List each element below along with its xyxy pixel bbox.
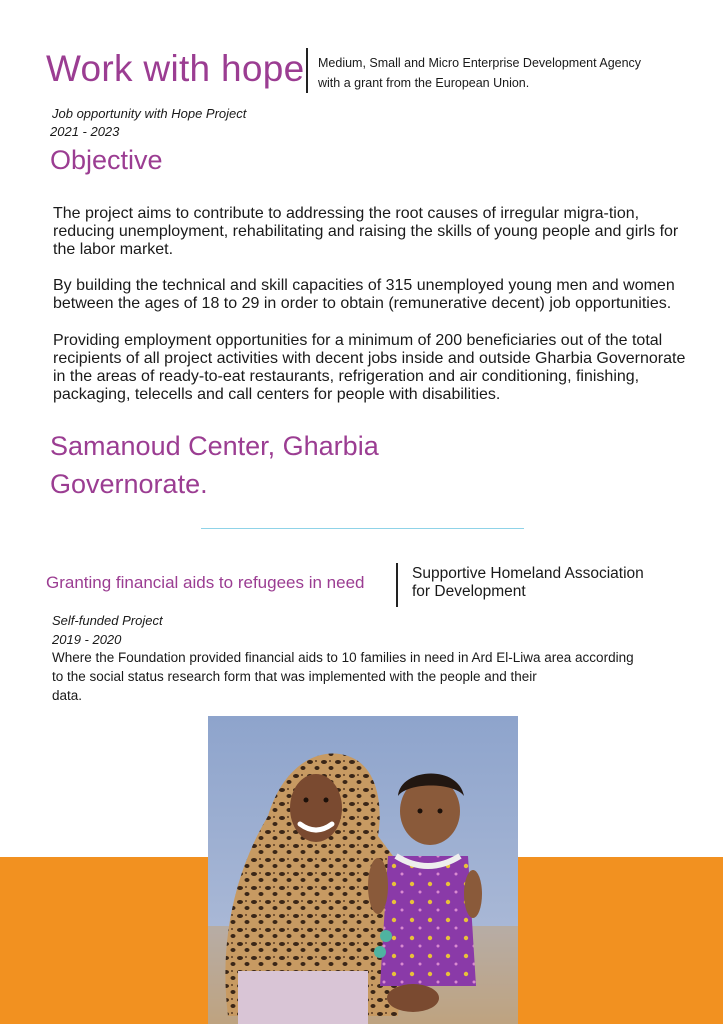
project-years: 2021 - 2023 [50, 124, 120, 139]
objective-paragraph-1: The project aims to contribute to addressing the root causes of irregular migra-tion, reducing unemployment, rehabilitating and raising the skills of young people and girls for the labor market. [53, 205, 679, 258]
location-line-2: Governorate. [50, 469, 208, 499]
project2-organization [412, 565, 702, 601]
project-title: Work with hope [46, 48, 305, 89]
section-divider [201, 528, 524, 529]
project2-description [52, 648, 712, 705]
project2-line-1: Where the Foundation provided financial aids to 10 families in need in Ard El-Liwa area according [52, 650, 634, 665]
project2-line-2: to the social status research form that was implemented with the people and their [52, 669, 537, 684]
location-line-1: Samanoud Center, Gharbia [50, 431, 379, 461]
project2-line-3: data. [52, 688, 83, 703]
project2-header-divider [396, 563, 398, 607]
objective-paragraph-3: Providing employment opportunities for a minimum of 200 beneficiaries out of the total recipients of all project activities with decent jobs inside and outside Gharbia Governorate in the areas of ready-to-eat restaurants, refrigeration and air conditioning, finishing, packaging, telecells and call centers for people with disabilities. [53, 332, 686, 403]
organization-line-2: with a grant from the European Union. [318, 76, 530, 90]
project-subtitle: Job opportunity with Hope Project [52, 106, 247, 121]
organization-line-1: Medium, Small and Micro Enterprise Development Agency [318, 56, 642, 70]
project2-title: Granting financial aids to refugees in need [46, 573, 365, 592]
project2-subtitle: Self-funded Project [52, 613, 163, 628]
project2-years: 2019 - 2020 [52, 632, 122, 647]
project-location [50, 427, 470, 503]
project2-organization-line-1: Supportive Homeland Association [412, 565, 644, 582]
objective-paragraph-2: By building the technical and skill capacities of 315 unemployed young men and women between the ages of 18 to 29 in order to obtain (remunerative decent) job opportunities. [53, 277, 675, 312]
mother-child-photo [208, 716, 518, 1024]
project2-organization-line-2: for Development [412, 583, 526, 600]
objective-heading: Objective [50, 145, 163, 175]
organization-name [318, 53, 698, 93]
header-divider [306, 48, 308, 93]
